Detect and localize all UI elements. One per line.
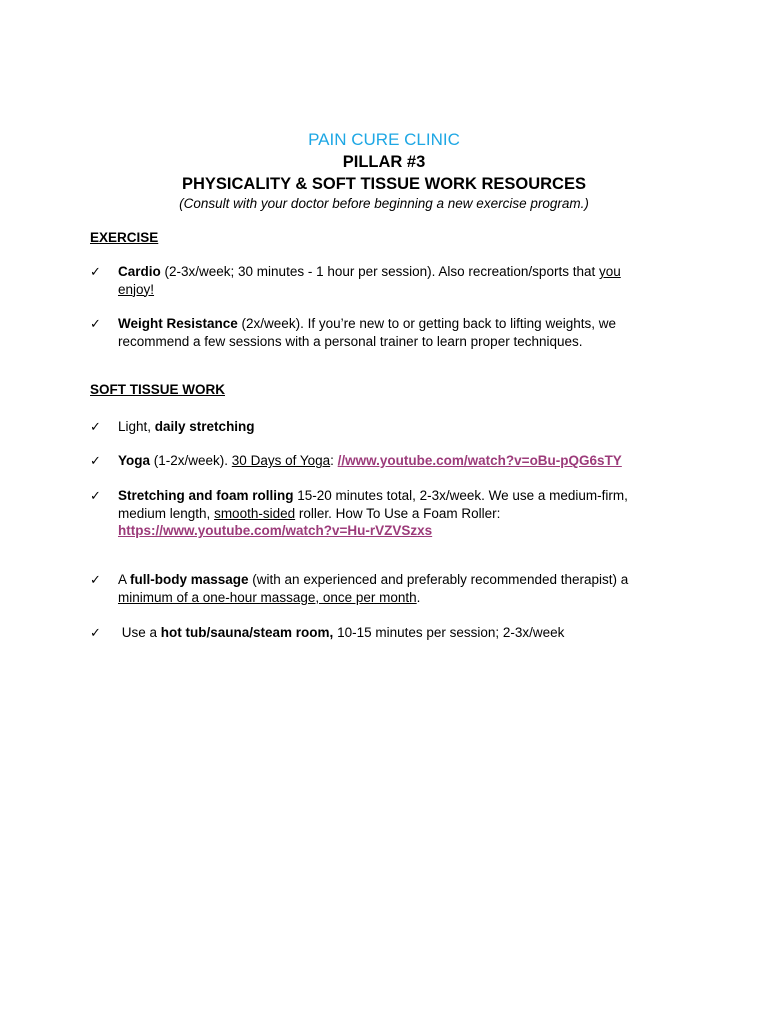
item-body-2: roller. How To Use a Foam Roller:: [295, 505, 501, 521]
item-underline: you enjoy!: [118, 264, 621, 297]
check-icon: ✓: [90, 264, 101, 279]
item-body: (with an experienced and preferably recommended therapist) a: [248, 572, 629, 587]
item-text: [118, 487, 650, 540]
item-text: [118, 452, 650, 470]
item-underline: smooth-sided: [214, 505, 296, 521]
list-item-foam-rolling: [90, 487, 650, 540]
check-icon: ✓: [90, 488, 101, 503]
item-body: (2-3x/week; 30 minutes - 1 hour per session). Also recreation/sports that: [160, 264, 599, 279]
item-prefix: Use a: [118, 625, 161, 640]
list-item-cardio: [90, 263, 650, 298]
item-text: [118, 571, 650, 606]
item-text: [118, 624, 650, 642]
item-bold: Stretching and foam rolling: [118, 488, 294, 503]
item-body: 10-15 minutes per session; 2-3x/week: [333, 625, 565, 640]
yoga-30-days-text: 30 Days of Yoga: [231, 453, 331, 468]
item-bold: Cardio: [118, 264, 161, 279]
pillar-title: PILLAR #3: [342, 153, 426, 171]
item-bold: daily stretching: [154, 419, 255, 434]
item-body: 15-20 minutes total, 2-3x/week. We use a medium-firm, medium length,: [118, 488, 628, 521]
item-colon: :: [330, 453, 338, 468]
check-icon: ✓: [90, 625, 101, 640]
check-icon: ✓: [90, 419, 101, 434]
check-icon: ✓: [90, 316, 101, 331]
soft-tissue-heading: SOFT TISSUE WORK: [90, 382, 225, 397]
list-item-yoga: [90, 452, 650, 470]
item-prefix: Light,: [118, 419, 155, 434]
yoga-video-link[interactable]: //www.youtube.com/watch?v=oBu-pQG6sTY: [337, 453, 622, 468]
consult-note: (Consult with your doctor before beginning a new exercise program.): [179, 196, 589, 211]
item-text: [118, 418, 650, 436]
item-body: (1-2x/week).: [150, 453, 232, 468]
item-suffix: .: [416, 589, 421, 605]
item-bold: full-body massage: [130, 572, 249, 587]
item-prefix: A: [118, 572, 131, 587]
page-title: PHYSICALITY & SOFT TISSUE WORK RESOURCES: [182, 175, 586, 193]
clinic-name: PAIN CURE CLINIC: [308, 130, 460, 149]
item-body: (2x/week). If you’re new to or getting back to lifting weights, we recommend a few sessions with a personal trainer to learn proper techniques.: [118, 316, 616, 349]
item-bold: Yoga: [118, 453, 151, 468]
check-icon: ✓: [90, 572, 101, 587]
check-icon: ✓: [90, 453, 101, 468]
list-item-stretching: [90, 418, 650, 436]
exercise-heading: EXERCISE: [90, 230, 159, 245]
item-text: [118, 263, 650, 298]
item-text: [118, 315, 650, 350]
item-bold: Weight Resistance: [118, 316, 238, 331]
list-item-weight-resistance: [90, 315, 650, 350]
foam-roller-video-link[interactable]: https://www.youtube.com/watch?v=Hu-rVZVSzxs: [118, 523, 433, 538]
list-item-massage: [90, 571, 650, 606]
item-underline: minimum of a one-hour massage, once per month: [118, 589, 417, 605]
item-bold: hot tub/sauna/steam room,: [160, 625, 334, 640]
list-item-hot-tub: [90, 624, 650, 642]
